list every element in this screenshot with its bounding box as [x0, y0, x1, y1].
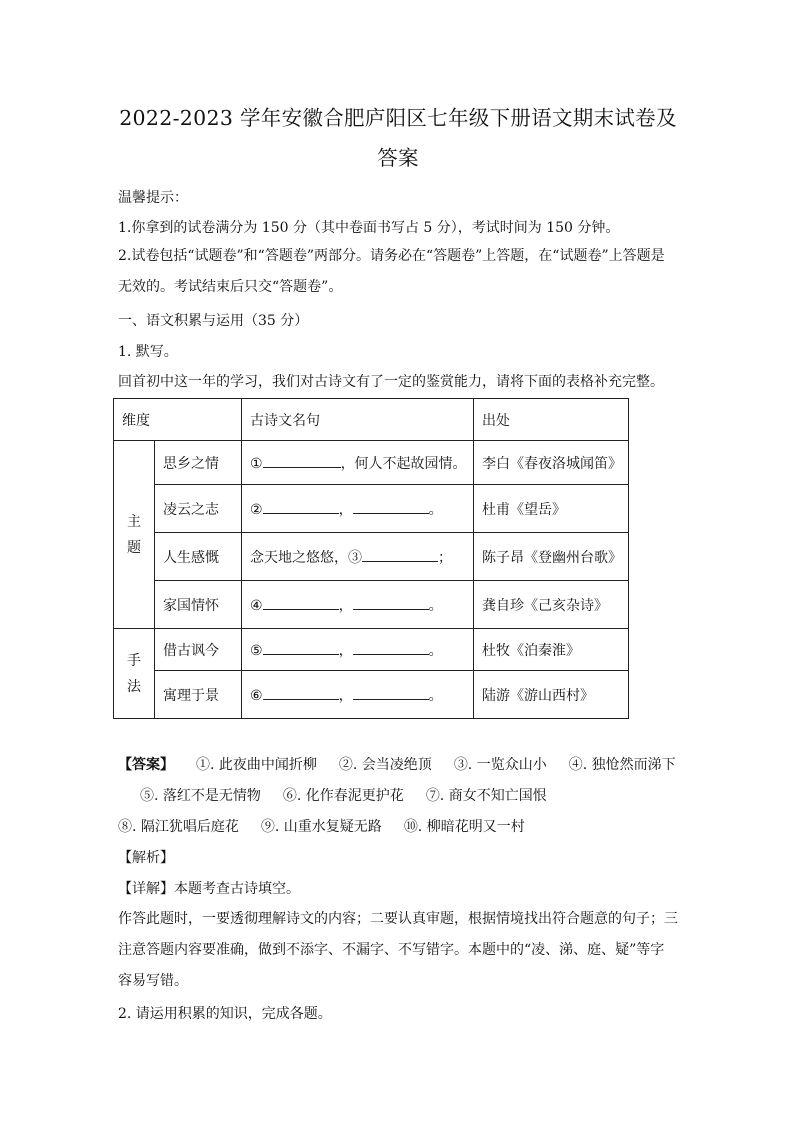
answer-item: ④. 独怆然而涕下 — [568, 757, 676, 773]
detail-label: 【详解】 — [118, 881, 174, 897]
quote-middle: ， — [338, 597, 353, 614]
group-theme-char-1: 主 — [127, 513, 141, 530]
analysis-paragraph: 作答此题时，一要透彻理解诗文的内容；二要认真审题，根据情境找出符合题意的句子；三注意答题内容要准确，做到不添字、不漏字、不写错字。本题中的“凌、涕、庭、疑”等字容易写错。 — [118, 911, 678, 989]
group-method-char-1: 手 — [127, 652, 141, 669]
quote-middle: ，何人不起故园情。 — [340, 455, 467, 472]
row-source: 陆游《游山西村》 — [474, 671, 629, 719]
row-dimension: 人生感慨 — [155, 533, 242, 581]
fill-blank[interactable] — [353, 595, 429, 610]
row-source: 李白《春夜洛城闻笛》 — [474, 441, 629, 485]
document-title-line1: 2022-2023 学年安徽合肥庐阳区七年级下册语文期末试卷及 — [119, 106, 677, 130]
question-1-number: 1. 默写。 — [118, 344, 178, 360]
row-source: 杜甫《望岳》 — [474, 485, 629, 533]
quote-middle: ； — [438, 549, 452, 566]
answer-item: ⑩. 柳暗花明又一村 — [403, 819, 525, 835]
question-2: 2. 请运用积累的知识，完成各题。 — [118, 1006, 332, 1022]
quote-middle: ， — [338, 642, 353, 659]
row-quote — [242, 671, 474, 719]
analysis-label: 【解析】 — [118, 850, 174, 866]
table-row — [114, 441, 629, 485]
quote-prefix: ④ — [250, 597, 263, 614]
quote-prefix: 念天地之悠悠，③ — [250, 549, 362, 566]
table-header-row — [114, 399, 629, 441]
row-quote — [242, 581, 474, 629]
row-dimension: 借古讽今 — [155, 629, 242, 671]
fill-blank[interactable] — [263, 595, 339, 610]
tips-heading: 温馨提示： — [118, 190, 188, 206]
answer-item: ⑨. 山重水复疑无路 — [260, 819, 382, 835]
row-dimension: 凌云之志 — [155, 485, 242, 533]
poetry-table — [113, 398, 629, 719]
row-source: 杜牧《泊秦淮》 — [474, 629, 629, 671]
row-dimension: 寓理于景 — [155, 671, 242, 719]
detail-text: 本题考查古诗填空。 — [174, 881, 300, 897]
fill-blank[interactable] — [263, 640, 339, 655]
row-quote — [242, 441, 474, 485]
answer-item: ②. 会当凌绝顶 — [338, 757, 432, 773]
quote-middle: ， — [338, 501, 353, 518]
table-row — [114, 533, 629, 581]
answer-block — [118, 750, 688, 843]
fill-blank[interactable] — [263, 453, 341, 468]
group-method-char-2: 法 — [127, 678, 141, 695]
fill-blank[interactable] — [362, 547, 438, 562]
group-theme-char-2: 题 — [127, 539, 141, 556]
row-quote — [242, 533, 474, 581]
fill-blank[interactable] — [353, 640, 429, 655]
section-1-heading: 一、语文积累与运用（35 分） — [118, 313, 309, 329]
table-row — [114, 671, 629, 719]
answer-item: ⑦. 商女不知亡国恨 — [425, 788, 547, 804]
header-dimension: 维度 — [114, 399, 242, 441]
fill-blank[interactable] — [263, 685, 339, 700]
fill-blank[interactable] — [353, 499, 429, 514]
quote-prefix: ② — [250, 501, 263, 518]
analysis-detail — [118, 879, 678, 899]
answer-item: ⑥. 化作春泥更护花 — [282, 788, 404, 804]
answer-item: ⑤. 落红不是无情物 — [140, 788, 261, 804]
tips-item-1: 1.你拿到的试卷满分为 150 分（其中卷面书写占 5 分），考试时间为 150 分钟。 — [118, 220, 620, 236]
question-1-prompt: 回首初中这一年的学习，我们对古诗文有了一定的鉴赏能力，请将下面的表格补充完整。 — [118, 374, 664, 390]
quote-middle: ， — [338, 687, 353, 704]
quote-prefix: ⑤ — [250, 642, 263, 659]
header-quote: 古诗文名句 — [242, 399, 474, 441]
row-source: 陈子昂《登幽州台歌》 — [474, 533, 629, 581]
quote-prefix: ⑥ — [250, 687, 263, 704]
table-row — [114, 581, 629, 629]
quote-end: 。 — [428, 687, 443, 704]
quote-end: 。 — [428, 597, 443, 614]
row-quote — [242, 485, 474, 533]
tips-item-2: 2.试卷包括“试题卷”和“答题卷”两部分。请务必在“答题卷”上答题，在“试题卷”上答题是无效的。考试结束后只交“答题卷”。 — [118, 248, 665, 295]
header-source: 出处 — [474, 399, 629, 441]
row-dimension: 家国情怀 — [155, 581, 242, 629]
table-row — [114, 485, 629, 533]
document-title-line2: 答案 — [377, 146, 419, 170]
table-row — [114, 629, 629, 671]
group-theme-cell — [114, 441, 155, 629]
answer-item: ③. 一览众山小 — [453, 757, 547, 773]
quote-end: 。 — [428, 501, 443, 518]
fill-blank[interactable] — [263, 499, 339, 514]
answer-item: ①. 此夜曲中闻折柳 — [196, 757, 317, 773]
row-dimension: 思乡之情 — [155, 441, 242, 485]
row-quote — [242, 629, 474, 671]
quote-prefix: ① — [250, 455, 263, 472]
quote-end: 。 — [428, 642, 443, 659]
answer-label: 【答案】 — [118, 757, 174, 773]
answer-item: ⑧. 隔江犹唱后庭花 — [118, 819, 239, 835]
fill-blank[interactable] — [353, 685, 429, 700]
group-method-cell — [114, 629, 155, 719]
row-source: 龚自珍《己亥杂诗》 — [474, 581, 629, 629]
